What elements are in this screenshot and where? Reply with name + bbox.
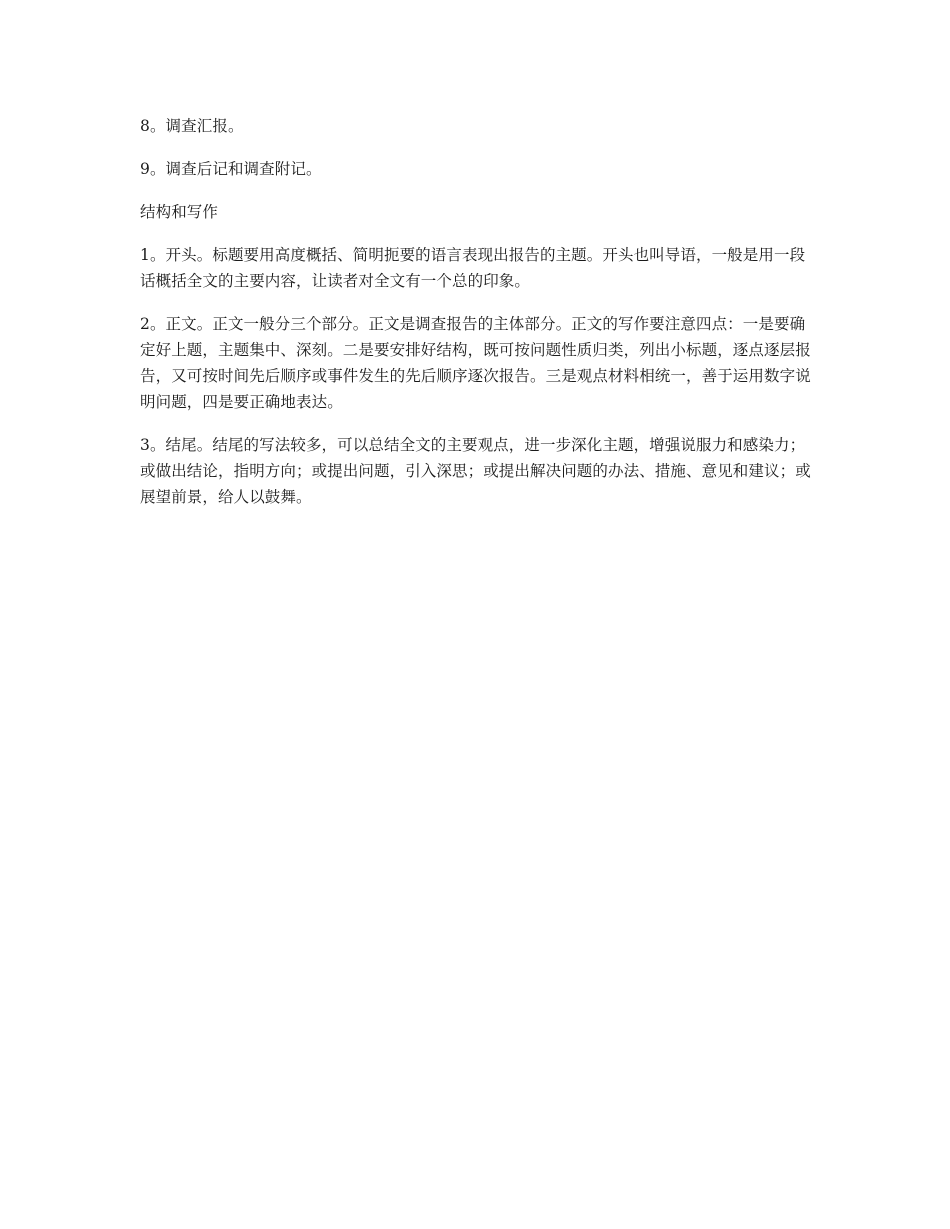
paragraph-ending: 3。结尾。结尾的写法较多，可以总结全文的主要观点，进一步深化主题，增强说服力和感染力；或做出结论，指明方向；或提出问题，引入深思；或提出解决问题的办法、措施、意见和建议；或展望前景，给人以鼓舞。 [140,436,811,506]
list-item-8: 8。调查汇报。 [140,117,244,135]
section-heading: 结构和写作 [140,203,219,221]
paragraph-opening: 1。开头。标题要用高度概括、简明扼要的语言表现出报告的主题。开头也叫导语，一般是用一段话概括全文的主要内容，让读者对全文有一个总的印象。 [140,246,806,290]
list-item-9: 9。调查后记和调查附记。 [140,160,322,178]
paragraph-body: 2。正文。正文一般分三个部分。正文是调查报告的主体部分。正文的写作要注意四点：一是要确定好上题，主题集中、深刻。二是要安排好结构，既可按问题性质归类，列出小标题，逐点逐层报告，又可按时间先后顺序或事件发生的先后顺序逐次报告。三是观点材料相统一，善于运用数字说明问题，四是要正确地表达。 [140,315,811,411]
